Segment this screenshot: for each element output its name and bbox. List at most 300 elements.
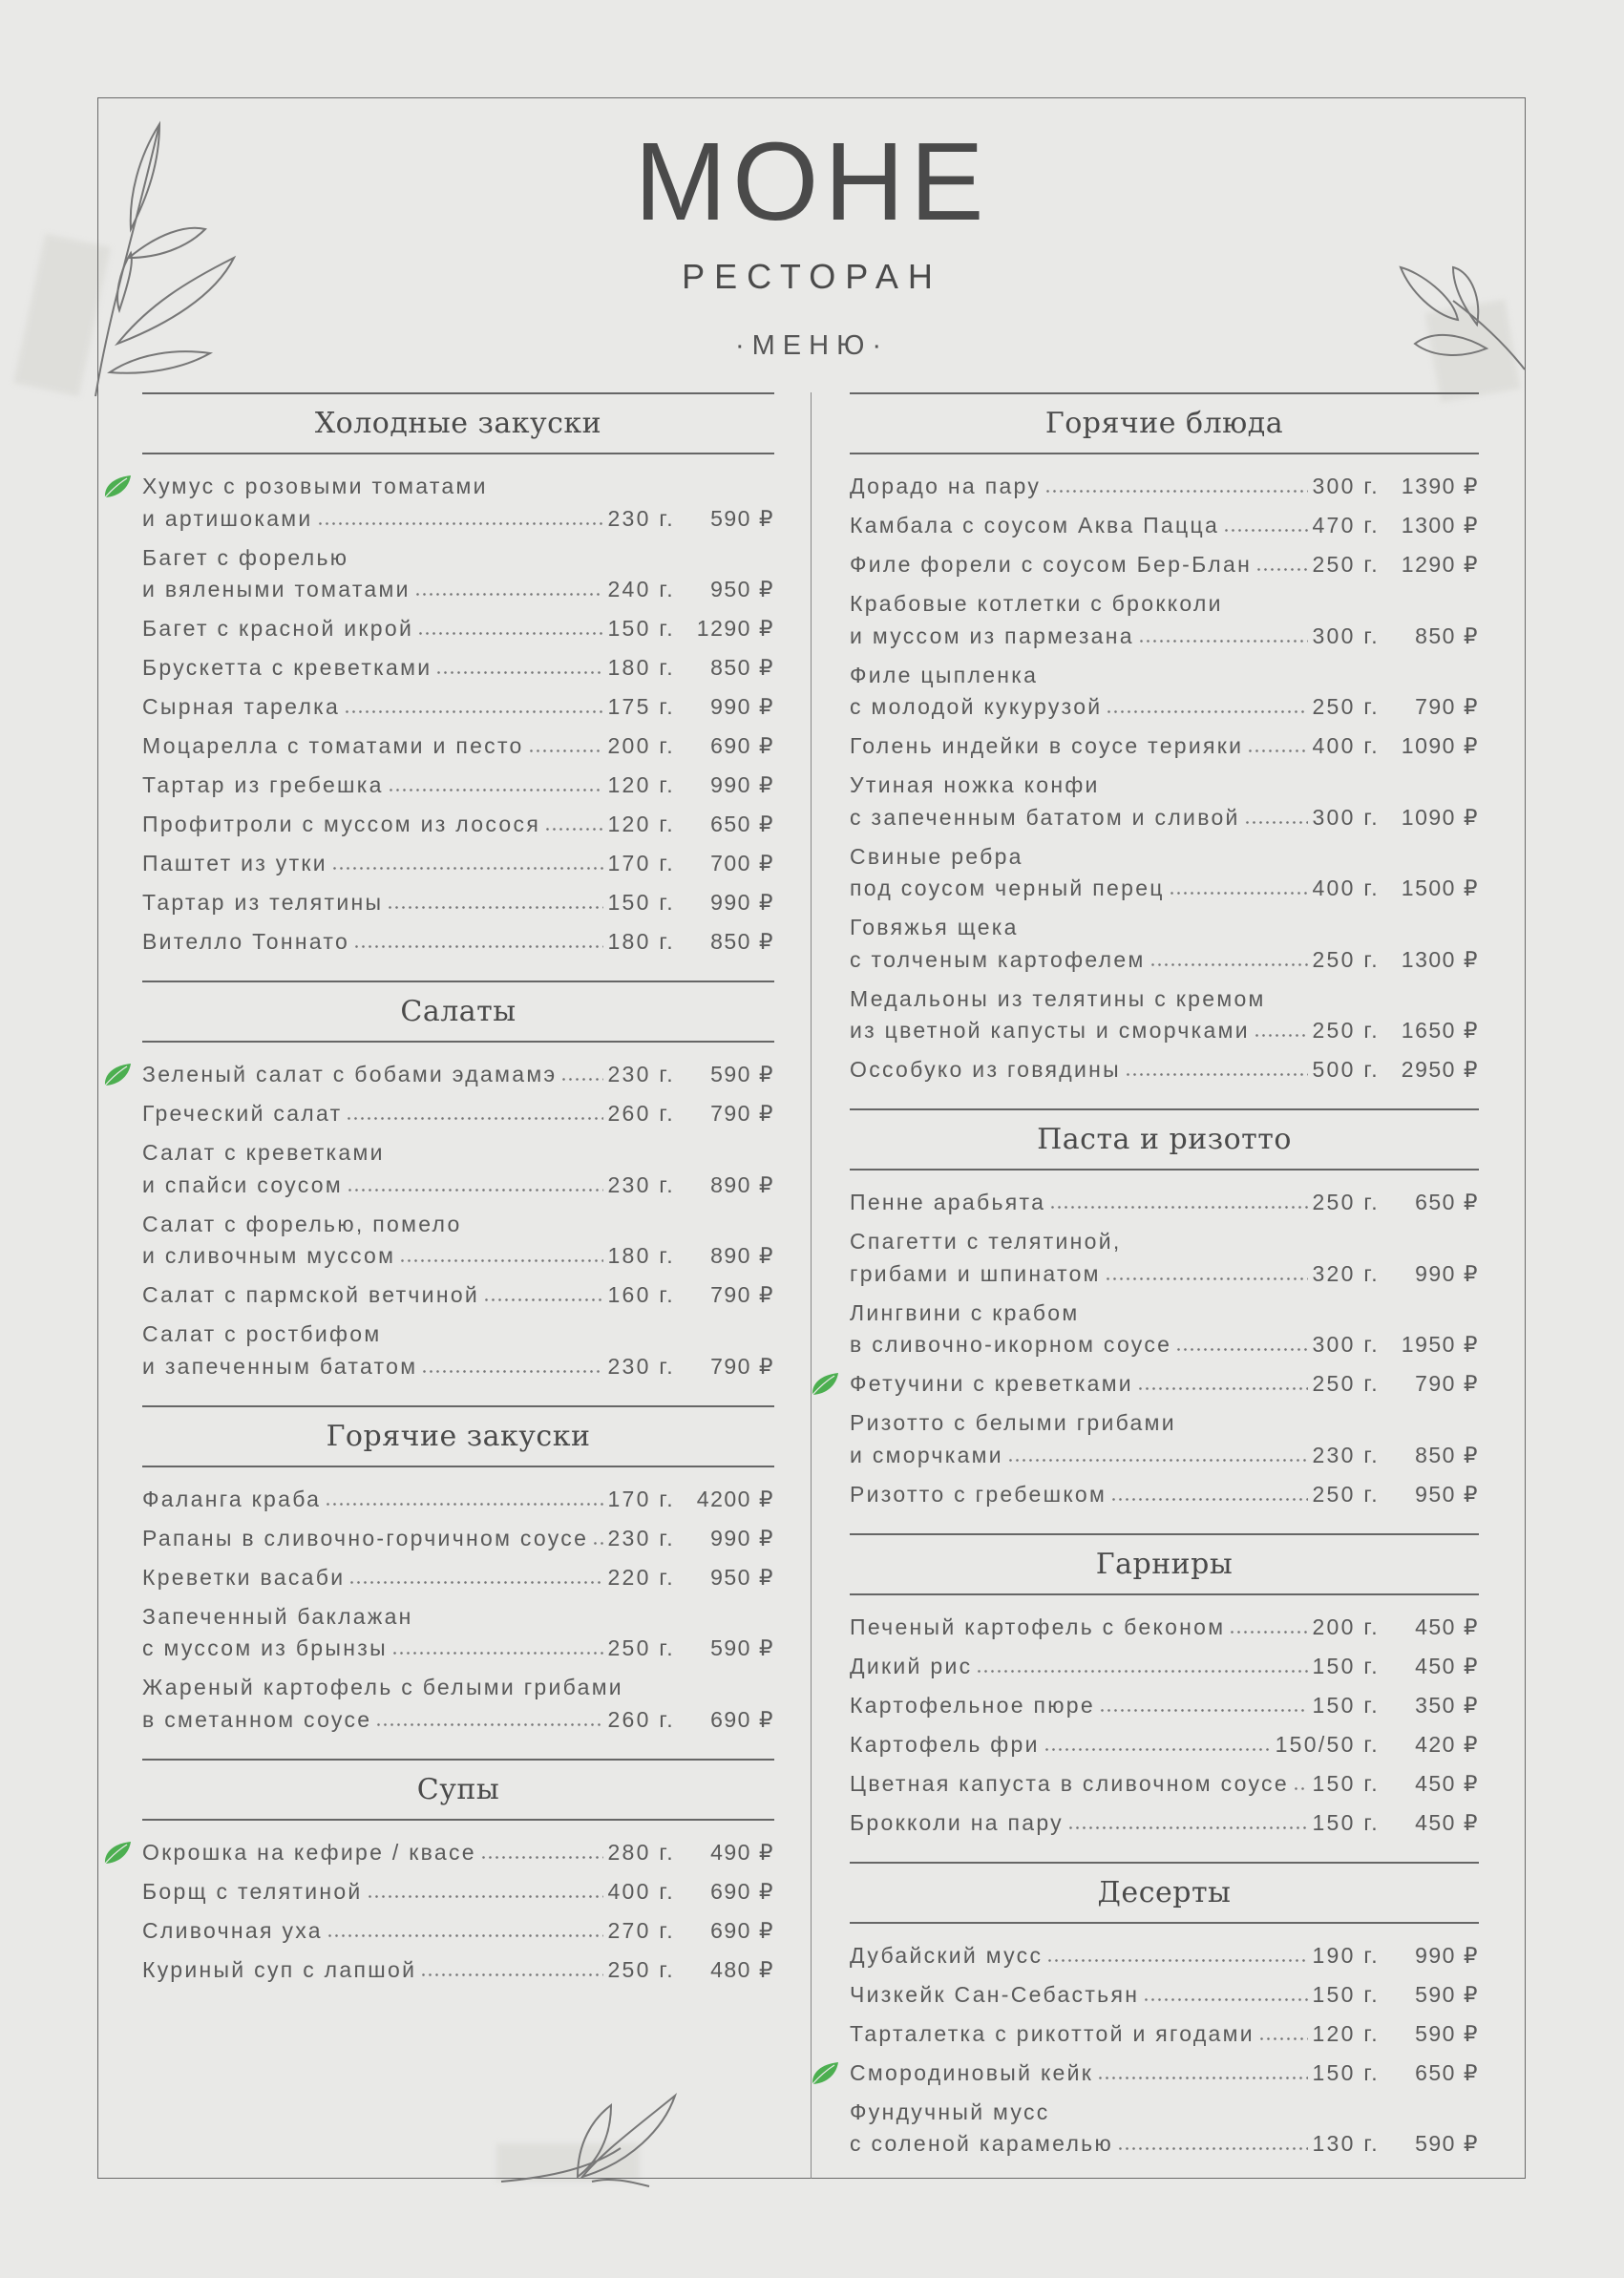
menu-item-name: и муссом из пармезана xyxy=(850,622,1134,648)
menu-item-weight: 220 г. xyxy=(607,1564,675,1590)
menu-item-name: Чизкейк Сан-Себастьян xyxy=(850,1981,1140,2007)
menu-item-row xyxy=(142,1633,774,1665)
menu-item-name: Салат с пармской ветчиной xyxy=(142,1282,480,1307)
menu-item-weight: 400 г. xyxy=(1312,875,1380,900)
menu-item-row xyxy=(142,1279,774,1312)
menu-item-weight: 120 г. xyxy=(607,812,675,836)
section-title: Горячие блюда xyxy=(850,392,1479,454)
dot-leader xyxy=(1169,884,1309,896)
menu-item-row xyxy=(142,1837,774,1869)
menu-item-name-line: Спагетти с телятиной, xyxy=(850,1229,1122,1254)
menu-item-row xyxy=(850,691,1479,724)
menu-item-row xyxy=(850,2018,1479,2051)
menu-label: ·МЕНЮ· xyxy=(734,330,890,361)
menu-item-price: 450 ₽ xyxy=(1415,1614,1479,1639)
menu-item[interactable] xyxy=(142,1098,774,1130)
menu-item-row xyxy=(850,944,1479,977)
dot-leader xyxy=(1099,1701,1308,1713)
menu-item-weight: 230 г. xyxy=(607,1353,675,1379)
dot-leader xyxy=(399,1252,603,1263)
menu-item[interactable] xyxy=(142,1137,774,1201)
menu-item-name: и артишоками xyxy=(142,505,313,531)
dot-leader xyxy=(1110,1490,1308,1502)
menu-item-row xyxy=(142,574,774,606)
dot-leader xyxy=(1255,560,1308,572)
dot-leader xyxy=(592,1534,603,1546)
menu-item-price: 590 ₽ xyxy=(1415,1981,1479,2007)
dot-leader xyxy=(1244,813,1309,825)
menu-item-name: Фетучини с креветками xyxy=(850,1371,1133,1396)
dot-leader xyxy=(435,664,603,675)
menu-item-name: и сморчками xyxy=(850,1442,1003,1467)
dot-leader xyxy=(420,1966,603,1977)
menu-item-name-line: Жареный картофель с белыми грибами xyxy=(142,1675,623,1699)
menu-item-price: 950 ₽ xyxy=(710,1564,774,1590)
menu-item-row xyxy=(850,730,1479,763)
menu-item-price: 850 ₽ xyxy=(1415,622,1479,648)
menu-item-name: Креветки васаби xyxy=(142,1564,346,1590)
menu-item-price: 990 ₽ xyxy=(710,1525,774,1550)
menu-item-name: Печеный картофель с беконом xyxy=(850,1614,1226,1639)
menu-item[interactable] xyxy=(142,1279,774,1312)
menu-item-price: 1090 ₽ xyxy=(1401,733,1479,758)
menu-item-price: 990 ₽ xyxy=(1415,1942,1479,1968)
dot-leader xyxy=(1247,742,1308,753)
menu-item-row xyxy=(142,1059,774,1091)
menu-item[interactable] xyxy=(850,2097,1479,2161)
menu-item-name: Картофельное пюре xyxy=(850,1692,1095,1718)
menu-item-row xyxy=(850,2057,1479,2090)
menu-item-price: 890 ₽ xyxy=(710,1171,774,1197)
menu-item[interactable] xyxy=(142,1672,774,1736)
menu-item-weight: 160 г. xyxy=(607,1282,675,1307)
dot-leader xyxy=(414,585,604,597)
menu-item-row xyxy=(142,730,774,763)
menu-item-price: 690 ₽ xyxy=(710,733,774,758)
menu-item-price: 350 ₽ xyxy=(1415,1692,1479,1718)
menu-item-weight: 190 г. xyxy=(1312,1942,1380,1968)
menu-item-price: 690 ₽ xyxy=(710,1917,774,1943)
menu-item-name: Картофель фри xyxy=(850,1731,1040,1757)
menu-item[interactable] xyxy=(850,1407,1479,1471)
menu-item[interactable] xyxy=(142,652,774,685)
menu-items-list xyxy=(142,1043,774,1405)
dot-leader xyxy=(528,742,604,753)
menu-item-name-line: Свиные ребра xyxy=(850,843,1023,869)
menu-item-name: с толченым картофелем xyxy=(850,946,1146,972)
menu-item-row xyxy=(850,1940,1479,1972)
menu-item[interactable] xyxy=(850,1612,1479,1644)
menu-item[interactable] xyxy=(142,770,774,802)
menu-item-name: Брускетта с креветками xyxy=(142,655,432,680)
menu-item[interactable] xyxy=(850,1054,1479,1086)
menu-item-weight: 180 г. xyxy=(607,1243,675,1268)
menu-section-салаты xyxy=(142,981,774,1405)
section-title: Супы xyxy=(142,1759,774,1821)
menu-item-price: 790 ₽ xyxy=(1415,694,1479,719)
menu-item[interactable] xyxy=(142,848,774,880)
menu-item[interactable] xyxy=(142,1915,774,1948)
menu-item-name: Сырная тарелка xyxy=(142,694,341,719)
menu-item-weight: 180 г. xyxy=(607,929,675,954)
menu-item-row xyxy=(142,887,774,919)
menu-item[interactable] xyxy=(142,730,774,763)
menu-item[interactable] xyxy=(850,471,1479,503)
menu-items-list xyxy=(142,454,774,981)
menu-item[interactable] xyxy=(850,2057,1479,2090)
menu-item-weight: 280 г. xyxy=(607,1839,675,1865)
menu-item[interactable] xyxy=(850,1368,1479,1401)
menu-item-name-line: Салат с форелью, помело xyxy=(142,1211,462,1236)
menu-item-price: 850 ₽ xyxy=(710,929,774,954)
menu-item-price: 650 ₽ xyxy=(1415,1190,1479,1214)
menu-section-десерты xyxy=(850,1862,1479,2183)
menu-item-name: Оссобуко из говядины xyxy=(850,1057,1121,1082)
menu-item-name: Паштет из утки xyxy=(142,851,327,875)
menu-item-weight: 300 г. xyxy=(1312,622,1380,648)
dot-leader xyxy=(1097,2069,1308,2080)
menu-item[interactable] xyxy=(142,1601,774,1665)
menu-item[interactable] xyxy=(142,1209,774,1273)
menu-item-name: с молодой кукурузой xyxy=(850,694,1103,719)
menu-item[interactable] xyxy=(142,1876,774,1909)
vegetarian-leaf-icon xyxy=(102,473,133,499)
menu-item-row xyxy=(142,1240,774,1273)
menu-item-row xyxy=(850,873,1479,905)
menu-items-list xyxy=(142,1821,774,2009)
menu-item[interactable] xyxy=(850,983,1479,1047)
dot-leader xyxy=(560,1070,603,1082)
menu-item-row xyxy=(142,652,774,685)
dot-leader xyxy=(325,1495,603,1507)
menu-item-row xyxy=(142,1098,774,1130)
menu-item-weight: 240 г. xyxy=(607,577,675,601)
menu-item-name: грибами и шпинатом xyxy=(850,1260,1101,1286)
menu-item-row xyxy=(142,926,774,959)
right-column xyxy=(850,392,1479,2183)
menu-item-weight: 400 г. xyxy=(607,1878,675,1904)
menu-item-name: Камбала с соусом Аква Пацца xyxy=(850,513,1220,538)
menu-item[interactable] xyxy=(142,887,774,919)
menu-item[interactable] xyxy=(142,1562,774,1594)
menu-item[interactable] xyxy=(142,1837,774,1869)
menu-item-name: Моцарелла с томатами и песто xyxy=(142,733,524,758)
column-divider xyxy=(811,392,812,2179)
menu-item-row xyxy=(850,1329,1479,1361)
menu-item-weight: 230 г. xyxy=(607,1171,675,1197)
menu-item-price: 650 ₽ xyxy=(710,812,774,836)
menu-item[interactable] xyxy=(850,1690,1479,1722)
dot-leader xyxy=(1258,2030,1309,2041)
dot-leader xyxy=(1044,1740,1272,1752)
menu-item-price: 2950 ₽ xyxy=(1401,1057,1479,1082)
section-title: Гарниры xyxy=(850,1533,1479,1595)
menu-item-price: 790 ₽ xyxy=(710,1282,774,1307)
left-column xyxy=(142,392,774,2009)
menu-item[interactable] xyxy=(850,660,1479,724)
menu-item-weight: 250 г. xyxy=(607,1635,675,1660)
dot-leader xyxy=(1254,1026,1309,1038)
menu-item[interactable] xyxy=(142,691,774,724)
menu-items-list xyxy=(850,1595,1479,1862)
menu-item-name-line: Филе цыпленка xyxy=(850,662,1039,687)
menu-item-weight: 230 г. xyxy=(1312,1442,1380,1467)
menu-item-row xyxy=(142,1562,774,1594)
menu-item-name: Вителло Тоннато xyxy=(142,929,350,954)
menu-item[interactable] xyxy=(850,841,1479,905)
dot-leader xyxy=(1125,1065,1308,1077)
dot-leader xyxy=(1044,482,1308,494)
menu-section-холодные-закуски xyxy=(142,392,774,981)
vegetarian-leaf-icon xyxy=(102,1061,133,1087)
menu-item-weight: 150 г. xyxy=(607,616,675,641)
menu-items-list xyxy=(850,454,1479,1108)
menu-item-price: 990 ₽ xyxy=(1415,1260,1479,1286)
dot-leader xyxy=(344,703,603,714)
menu-item[interactable] xyxy=(850,1226,1479,1290)
menu-item-row xyxy=(850,802,1479,834)
menu-item[interactable] xyxy=(142,1523,774,1555)
dot-leader xyxy=(1105,1270,1309,1281)
menu-item-weight: 200 г. xyxy=(607,733,675,758)
menu-item-name-line: Салат с креветками xyxy=(142,1140,385,1165)
menu-item-price: 590 ₽ xyxy=(710,505,774,531)
menu-item-price: 890 ₽ xyxy=(710,1243,774,1268)
menu-item-row xyxy=(850,1187,1479,1219)
menu-item[interactable] xyxy=(142,471,774,535)
menu-item-name: Дикий рис xyxy=(850,1653,973,1678)
dot-leader xyxy=(1229,1623,1308,1635)
menu-item-name: Борщ с телятиной xyxy=(142,1878,363,1904)
dot-leader xyxy=(347,1181,603,1192)
menu-item-row xyxy=(850,1651,1479,1683)
menu-item-name: в сметанном соусе xyxy=(142,1706,372,1732)
menu-item-price: 590 ₽ xyxy=(710,1635,774,1660)
menu-item[interactable] xyxy=(850,2018,1479,2051)
menu-item-weight: 500 г. xyxy=(1312,1057,1380,1082)
menu-item[interactable] xyxy=(850,1187,1479,1219)
menu-item-name-line: Медальоны из телятины с кремом xyxy=(850,985,1266,1011)
dot-leader xyxy=(1046,1951,1308,1963)
menu-item-price: 700 ₽ xyxy=(710,851,774,875)
menu-item[interactable] xyxy=(850,1297,1479,1361)
menu-item[interactable] xyxy=(850,770,1479,833)
menu-item-row xyxy=(850,2128,1479,2161)
menu-item-weight: 180 г. xyxy=(607,655,675,680)
dot-leader xyxy=(1149,956,1309,967)
menu-item[interactable] xyxy=(142,1954,774,1987)
menu-item[interactable] xyxy=(142,926,774,959)
section-title: Холодные закуски xyxy=(142,392,774,454)
dot-leader xyxy=(1175,1340,1308,1352)
menu-item-name-line: Салат с ростбифом xyxy=(142,1321,382,1346)
menu-item-name: Дубайский мусс xyxy=(850,1942,1044,1968)
menu-item[interactable] xyxy=(850,1729,1479,1761)
menu-item-weight: 150 г. xyxy=(1312,1809,1380,1835)
menu-section-горячие-блюда xyxy=(850,392,1479,1108)
menu-item-name: Рапаны в сливочно-горчичном соусе xyxy=(142,1525,589,1550)
menu-item-row xyxy=(850,1807,1479,1840)
dot-leader xyxy=(1117,2140,1308,2151)
menu-section-паста-и-ризотто xyxy=(850,1108,1479,1533)
dot-leader xyxy=(1293,1780,1309,1791)
menu-item-row xyxy=(142,1351,774,1383)
dot-leader xyxy=(1137,1380,1308,1391)
menu-item-price: 450 ₽ xyxy=(1415,1653,1479,1678)
menu-item-price: 990 ₽ xyxy=(710,890,774,915)
dot-leader xyxy=(391,1644,604,1656)
dot-leader xyxy=(387,898,603,910)
menu-item-name: Зеленый салат с бобами эдамамэ xyxy=(142,1062,558,1086)
menu-item-name: Филе форели с соусом Бер-Блан xyxy=(850,552,1253,577)
menu-item[interactable] xyxy=(142,542,774,606)
menu-item-row xyxy=(850,1979,1479,2012)
menu-item-name: Пенне арабьята xyxy=(850,1190,1046,1214)
menu-item-name: с муссом из брынзы xyxy=(142,1635,388,1660)
dot-leader xyxy=(375,1716,603,1727)
dot-leader xyxy=(327,1927,604,1938)
menu-item[interactable] xyxy=(850,1807,1479,1840)
menu-item-name: Голень индейки в соусе терияки xyxy=(850,733,1244,758)
menu-item-name-line: Утиная ножка конфи xyxy=(850,772,1100,797)
menu-item-price: 790 ₽ xyxy=(710,1101,774,1126)
menu-item[interactable] xyxy=(850,1651,1479,1683)
menu-item-row xyxy=(142,1523,774,1555)
menu-section-супы xyxy=(142,1759,774,2009)
dot-leader xyxy=(348,1573,603,1585)
menu-item-price: 1300 ₽ xyxy=(1401,946,1479,972)
menu-item-weight: 150 г. xyxy=(1312,1770,1380,1796)
menu-item-name-line: Ризотто с белыми грибами xyxy=(850,1410,1176,1435)
menu-item-weight: 120 г. xyxy=(1312,2020,1380,2046)
branch-decoration-bottom-icon xyxy=(496,2086,678,2191)
menu-item[interactable] xyxy=(850,1768,1479,1801)
menu-item-row xyxy=(142,613,774,645)
menu-item-row xyxy=(850,1768,1479,1801)
menu-item[interactable] xyxy=(850,730,1479,763)
menu-item-name: Тартар из гребешка xyxy=(142,772,384,797)
vegetarian-leaf-icon xyxy=(102,1839,133,1866)
menu-item-price: 590 ₽ xyxy=(1415,2020,1479,2046)
menu-item-price: 450 ₽ xyxy=(1415,1770,1479,1796)
menu-item-weight: 130 г. xyxy=(1312,2131,1380,2156)
menu-item-name-line: Багет с форелью xyxy=(142,544,349,570)
dot-leader xyxy=(388,781,604,792)
menu-item-price: 1950 ₽ xyxy=(1401,1332,1479,1357)
menu-item[interactable] xyxy=(850,549,1479,581)
menu-item-row xyxy=(850,1479,1479,1511)
menu-item-weight: 150/50 г. xyxy=(1275,1731,1380,1757)
menu-item-row xyxy=(850,1729,1479,1761)
menu-item-name: Багет с красной икрой xyxy=(142,616,414,641)
menu-item-weight: 175 г. xyxy=(607,694,675,719)
section-title: Салаты xyxy=(142,981,774,1043)
menu-item-weight: 250 г. xyxy=(607,1956,675,1982)
menu-items-list xyxy=(142,1467,774,1759)
menu-items-list xyxy=(850,1171,1479,1533)
menu-item-weight: 300 г. xyxy=(1312,804,1380,830)
dot-leader xyxy=(317,515,604,526)
menu-item-price: 420 ₽ xyxy=(1415,1731,1479,1757)
menu-item-row xyxy=(850,1690,1479,1722)
menu-item-name-line: Хумус с розовыми томатами xyxy=(142,474,488,498)
menu-item-weight: 230 г. xyxy=(607,1525,675,1550)
menu-item-name: из цветной капусты и сморчками xyxy=(850,1018,1250,1043)
menu-item-name: Тарталетка с рикоттой и ягодами xyxy=(850,2020,1255,2046)
menu-item-name: Греческий салат xyxy=(142,1101,343,1126)
menu-item[interactable] xyxy=(850,1979,1479,2012)
menu-item[interactable] xyxy=(142,1318,774,1382)
menu-item-weight: 170 г. xyxy=(607,1486,675,1511)
menu-item-price: 480 ₽ xyxy=(710,1956,774,1982)
menu-item-price: 1290 ₽ xyxy=(696,616,774,641)
menu-item-price: 1650 ₽ xyxy=(1401,1018,1479,1043)
restaurant-subtitle: РЕСТОРАН xyxy=(682,257,942,296)
menu-item-price: 990 ₽ xyxy=(710,772,774,797)
menu-item-weight: 230 г. xyxy=(607,505,675,531)
menu-item-row xyxy=(142,1704,774,1737)
menu-item-price: 850 ₽ xyxy=(710,655,774,680)
menu-item-price: 590 ₽ xyxy=(1415,2131,1479,2156)
menu-item-price: 850 ₽ xyxy=(1415,1442,1479,1467)
menu-item-price: 1500 ₽ xyxy=(1401,875,1479,900)
menu-item-name-line: Запеченный баклажан xyxy=(142,1603,413,1629)
menu-item-weight: 470 г. xyxy=(1312,513,1380,538)
menu-item-weight: 300 г. xyxy=(1312,1332,1380,1357)
menu-item-row xyxy=(850,1612,1479,1644)
menu-item-price: 1290 ₽ xyxy=(1401,552,1479,577)
menu-item-price: 950 ₽ xyxy=(710,577,774,601)
vegetarian-leaf-icon xyxy=(810,2059,840,2086)
menu-item[interactable] xyxy=(850,912,1479,976)
menu-section-гарниры xyxy=(850,1533,1479,1862)
dot-leader xyxy=(976,1662,1308,1674)
menu-item-price: 650 ₽ xyxy=(1415,2059,1479,2085)
dot-leader xyxy=(331,859,604,871)
menu-item[interactable] xyxy=(142,809,774,841)
menu-item-row xyxy=(142,1915,774,1948)
menu-item-weight: 250 г. xyxy=(1312,694,1380,719)
menu-item[interactable] xyxy=(850,1479,1479,1511)
menu-item-weight: 260 г. xyxy=(607,1101,675,1126)
menu-item-price: 590 ₽ xyxy=(710,1062,774,1086)
menu-item-price: 450 ₽ xyxy=(1415,1809,1479,1835)
menu-item-name: в сливочно-икорном соусе xyxy=(850,1332,1172,1357)
menu-item-weight: 250 г. xyxy=(1312,946,1380,972)
menu-item-price: 790 ₽ xyxy=(710,1353,774,1379)
menu-item[interactable] xyxy=(142,613,774,645)
dot-leader xyxy=(480,1848,604,1860)
dot-leader xyxy=(1067,1819,1308,1830)
menu-item-price: 1300 ₽ xyxy=(1401,513,1479,538)
menu-item[interactable] xyxy=(142,1484,774,1516)
menu-item[interactable] xyxy=(850,1940,1479,1972)
menu-item[interactable] xyxy=(850,588,1479,652)
menu-item-price: 790 ₽ xyxy=(1415,1371,1479,1396)
menu-item-price: 1090 ₽ xyxy=(1401,804,1479,830)
menu-item-row xyxy=(142,1484,774,1516)
menu-item-row xyxy=(142,503,774,536)
menu-item-name: Дорадо на пару xyxy=(850,474,1042,498)
menu-item[interactable] xyxy=(850,510,1479,542)
menu-item-weight: 250 г. xyxy=(1312,1190,1380,1214)
menu-item-row xyxy=(142,809,774,841)
menu-item-row xyxy=(850,1440,1479,1472)
menu-item-weight: 300 г. xyxy=(1312,474,1380,498)
menu-item-row xyxy=(142,770,774,802)
menu-item-weight: 200 г. xyxy=(1312,1614,1380,1639)
menu-item[interactable] xyxy=(142,1059,774,1091)
